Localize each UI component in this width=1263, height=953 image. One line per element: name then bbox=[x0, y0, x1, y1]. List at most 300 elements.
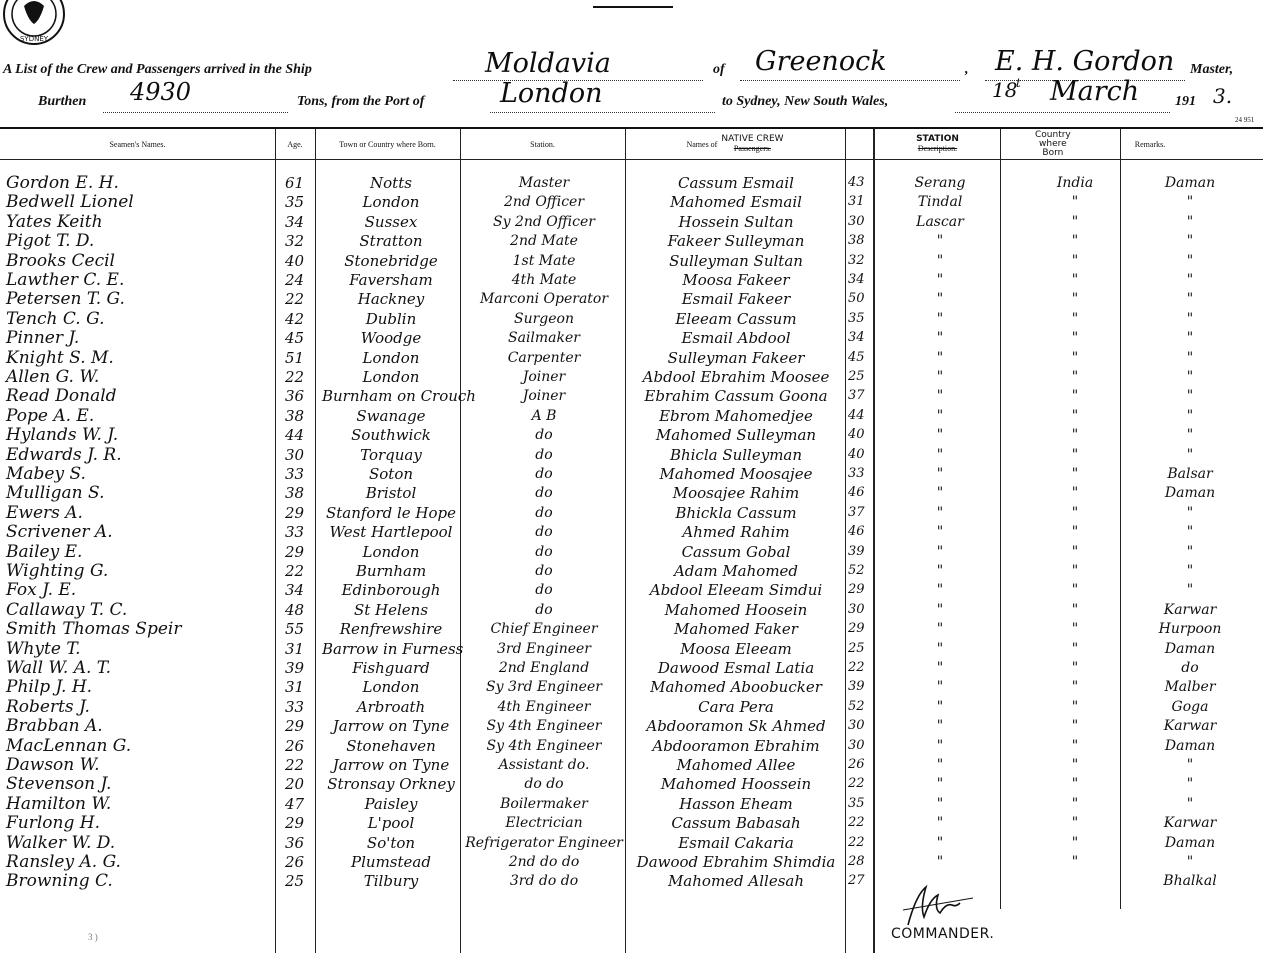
seaman-station: do do bbox=[524, 776, 564, 793]
native-crew-age: 40 bbox=[848, 427, 865, 443]
seaman-name: Edwards J. R. bbox=[6, 444, 122, 465]
country-stack bbox=[1035, 131, 1071, 158]
native-crew-age: 44 bbox=[848, 407, 865, 423]
seaman-station: 2nd Mate bbox=[510, 233, 578, 250]
seaman-age: 34 bbox=[285, 581, 305, 600]
seaman-birthplace: Renfrewshire bbox=[339, 620, 443, 639]
native-crew-name: Mahomed Sulleyman bbox=[655, 426, 817, 445]
native-remarks: Karwar bbox=[1163, 718, 1217, 735]
seaman-birthplace: L'pool bbox=[367, 814, 415, 833]
seaman-age: 31 bbox=[285, 639, 305, 658]
customs-seal bbox=[2, 0, 66, 46]
seaman-name: Callaway T. C. bbox=[6, 599, 128, 620]
seaman-age: 30 bbox=[285, 445, 305, 464]
seaman-birthplace: Southwick bbox=[351, 426, 431, 445]
native-crew-name: Mahomed Aboobucker bbox=[650, 678, 822, 697]
native-station: " bbox=[936, 485, 944, 502]
native-country: " bbox=[1071, 272, 1079, 288]
fill-line-burthen bbox=[103, 112, 288, 113]
native-station: " bbox=[936, 834, 944, 851]
native-country: " bbox=[1071, 291, 1079, 308]
native-country: " bbox=[1071, 601, 1079, 618]
seaman-birthplace: Paisley bbox=[364, 794, 418, 813]
native-crew-name: Mahomed Hoosein bbox=[664, 600, 808, 619]
native-station: " bbox=[936, 679, 944, 696]
comma: , bbox=[965, 62, 969, 77]
seaman-age: 44 bbox=[285, 426, 305, 445]
seaman-name: Philp J. H. bbox=[6, 677, 93, 698]
seaman-station: Electrician bbox=[505, 815, 583, 832]
seaman-age: 51 bbox=[285, 348, 305, 367]
native-country: " bbox=[1071, 407, 1079, 424]
seaman-name: Hylands W. J. bbox=[6, 425, 119, 446]
native-crew-age: 29 bbox=[848, 582, 865, 598]
description-label: Description. bbox=[917, 144, 958, 153]
day-suffix: t bbox=[1016, 76, 1021, 90]
native-crew-age: 39 bbox=[848, 543, 865, 559]
seaman-birthplace: So'ton bbox=[366, 833, 416, 852]
native-remarks: Malber bbox=[1164, 679, 1216, 696]
native-country: India bbox=[1056, 175, 1094, 191]
seaman-station: Sy 4th Engineer bbox=[486, 737, 602, 754]
native-crew-name: Mahomed Esmail bbox=[670, 193, 802, 212]
native-station: " bbox=[936, 310, 944, 327]
native-crew-name: Fakeer Sulleyman bbox=[667, 232, 805, 251]
burthen-label: Burthen bbox=[38, 94, 87, 109]
native-station: " bbox=[936, 407, 944, 424]
native-country: " bbox=[1071, 582, 1079, 599]
seaman-name: Allen G. W. bbox=[6, 367, 100, 387]
seaman-age: 55 bbox=[285, 620, 305, 639]
seaman-age: 45 bbox=[285, 329, 305, 348]
native-crew-name: Dawood Esmal Latia bbox=[657, 659, 815, 677]
native-remarks: Karwar bbox=[1163, 601, 1217, 618]
native-country: " bbox=[1071, 737, 1079, 754]
native-country: " bbox=[1071, 504, 1079, 521]
native-station: " bbox=[936, 582, 944, 599]
native-crew-name: Mahomed Hoossein bbox=[660, 775, 812, 794]
seaman-age: 38 bbox=[285, 406, 305, 425]
native-country: " bbox=[1071, 679, 1079, 696]
seaman-birthplace: West Hartlepool bbox=[329, 523, 453, 542]
native-remarks: " bbox=[1186, 757, 1194, 773]
seaman-station: do bbox=[535, 427, 553, 444]
native-remarks: " bbox=[1186, 524, 1194, 541]
commander-label: COMMANDER. bbox=[891, 926, 995, 942]
col-description bbox=[875, 129, 1000, 159]
seaman-birthplace: Plumstead bbox=[351, 853, 431, 871]
seaman-name: Brabban A. bbox=[6, 716, 103, 737]
native-remarks: " bbox=[1186, 427, 1194, 444]
native-crew-name: Esmail Cakaria bbox=[678, 833, 794, 852]
native-crew-age: 52 bbox=[848, 563, 865, 578]
seaman-birthplace: Jarrow on Tyne bbox=[332, 756, 450, 774]
native-country: " bbox=[1071, 834, 1079, 851]
seaman-birthplace: Hackney bbox=[357, 290, 425, 309]
seaman-name: Wighting G. bbox=[6, 561, 109, 581]
native-crew-age: 37 bbox=[848, 504, 865, 520]
seaman-name: Pope A. E. bbox=[6, 405, 95, 426]
seaman-age: 39 bbox=[285, 659, 305, 677]
native-crew-age: 30 bbox=[848, 737, 865, 753]
native-crew-name: Moosajee Rahim bbox=[672, 484, 800, 503]
of-label: of bbox=[713, 62, 725, 77]
native-station: " bbox=[936, 854, 944, 870]
burthen-value: 4930 bbox=[130, 78, 192, 106]
seaman-name: Lawther C. E. bbox=[6, 270, 125, 290]
native-crew-name: Cara Pera bbox=[698, 697, 774, 716]
native-remarks: Karwar bbox=[1163, 815, 1217, 832]
seaman-birthplace: Faversham bbox=[349, 271, 433, 289]
seaman-name: Knight S. M. bbox=[6, 347, 114, 368]
native-remarks: " bbox=[1186, 582, 1194, 599]
native-crew-age: 31 bbox=[848, 194, 865, 210]
native-crew-name: Cassum Esmail bbox=[678, 174, 794, 192]
seaman-age: 32 bbox=[285, 232, 305, 251]
native-station: " bbox=[936, 272, 944, 288]
seaman-age: 34 bbox=[285, 212, 305, 231]
native-country: " bbox=[1071, 718, 1079, 735]
native-crew-name: Dawood Ebrahim Shimdia bbox=[636, 853, 836, 871]
native-station: " bbox=[936, 601, 944, 618]
native-remarks: " bbox=[1186, 272, 1194, 288]
seaman-birthplace: Arbroath bbox=[356, 697, 426, 716]
native-country: " bbox=[1071, 854, 1079, 870]
seaman-birthplace: Torquay bbox=[360, 445, 422, 464]
seaman-station: Sy 4th Engineer bbox=[486, 718, 602, 735]
seaman-station: Joiner bbox=[522, 388, 566, 405]
native-crew-name: Eleeam Cassum bbox=[675, 309, 797, 328]
native-crew-age: 40 bbox=[848, 446, 865, 462]
seaman-birthplace: London bbox=[362, 542, 420, 561]
native-crew-age: 43 bbox=[848, 175, 865, 190]
seaman-birthplace: Dublin bbox=[365, 309, 417, 328]
native-station: " bbox=[936, 349, 944, 366]
seaman-birthplace: Stanford le Hope bbox=[325, 503, 457, 522]
native-crew-age: 35 bbox=[848, 310, 865, 326]
passengers-label: Passengers. bbox=[733, 144, 771, 153]
header-prefix: A List of the Crew and Passengers arrived in the Ship bbox=[3, 62, 312, 77]
native-country: " bbox=[1071, 485, 1079, 502]
native-station: " bbox=[936, 815, 944, 832]
native-remarks: " bbox=[1186, 563, 1194, 579]
native-remarks: " bbox=[1186, 233, 1194, 250]
native-country: " bbox=[1071, 330, 1079, 347]
seaman-station: do bbox=[535, 543, 553, 560]
seaman-station: 4th Mate bbox=[511, 272, 577, 288]
tons-label: Tons, from the Port of bbox=[297, 94, 425, 109]
native-remarks: Bhalkal bbox=[1163, 873, 1217, 890]
native-crew-age: 30 bbox=[848, 601, 865, 617]
seaman-age: 38 bbox=[285, 484, 305, 503]
seaman-station: do bbox=[535, 582, 553, 599]
native-station: " bbox=[936, 427, 944, 444]
to-label: to Sydney, New South Wales, bbox=[722, 94, 889, 109]
seaman-birthplace: Notts bbox=[370, 174, 412, 192]
seaman-station: do bbox=[535, 504, 553, 521]
native-remarks: " bbox=[1186, 795, 1194, 812]
native-crew-name: Hossein Sultan bbox=[678, 212, 794, 231]
seaman-age: 36 bbox=[285, 833, 305, 852]
year-suffix: 3. bbox=[1213, 84, 1233, 108]
col-remarks: Remarks. bbox=[1134, 139, 1166, 149]
seaman-name: Walker W. D. bbox=[6, 832, 116, 853]
seaman-birthplace: Bristol bbox=[365, 484, 417, 503]
col-town: Town or Country where Born. bbox=[339, 139, 436, 149]
native-station: " bbox=[936, 388, 944, 405]
seaman-age: 22 bbox=[285, 562, 305, 580]
native-remarks: Daman bbox=[1164, 640, 1216, 657]
seaman-station: 3rd do do bbox=[509, 873, 579, 890]
seaman-name: Furlong H. bbox=[6, 813, 101, 834]
native-remarks: " bbox=[1186, 407, 1194, 424]
native-crew-age: 38 bbox=[848, 233, 865, 249]
native-station: " bbox=[936, 524, 944, 541]
native-station: " bbox=[936, 718, 944, 735]
seaman-age: 25 bbox=[285, 872, 305, 891]
native-country: " bbox=[1071, 757, 1079, 773]
seaman-birthplace: Fishguard bbox=[352, 659, 430, 677]
native-country: " bbox=[1071, 795, 1079, 812]
seaman-birthplace: Edinborough bbox=[341, 581, 441, 600]
seaman-name: Hamilton W. bbox=[6, 793, 112, 814]
seaman-age: 36 bbox=[285, 387, 305, 406]
native-station: Tindal bbox=[917, 194, 963, 211]
from-port: London bbox=[500, 78, 603, 109]
native-crew-name: Abdooramon Sk Ahmed bbox=[646, 717, 826, 736]
native-country: " bbox=[1071, 698, 1079, 715]
seaman-birthplace: St Helens bbox=[353, 600, 429, 619]
seaman-birthplace: London bbox=[362, 348, 420, 367]
native-crew-age: 45 bbox=[848, 349, 865, 365]
seaman-station: Sy 3rd Engineer bbox=[486, 679, 602, 696]
native-crew-name: Ebrahim Cassum Goona bbox=[644, 387, 828, 406]
native-crew-name: Moosa Eleeam bbox=[680, 639, 792, 658]
native-country: " bbox=[1071, 233, 1079, 250]
seaman-station: Joiner bbox=[522, 369, 566, 385]
native-remarks: Daman bbox=[1164, 485, 1216, 502]
seaman-station: Carpenter bbox=[507, 349, 581, 366]
native-country: " bbox=[1071, 252, 1079, 269]
native-crew-age: 22 bbox=[848, 815, 865, 831]
seaman-age: 31 bbox=[285, 678, 305, 697]
seaman-station: 2nd Officer bbox=[503, 194, 585, 211]
native-station: " bbox=[936, 543, 944, 560]
native-crew-age: 30 bbox=[848, 718, 865, 734]
native-country: " bbox=[1071, 815, 1079, 832]
margin-note: 3 ) bbox=[88, 932, 98, 942]
master-label: Master, bbox=[1190, 62, 1234, 77]
seaman-age: 29 bbox=[285, 503, 305, 522]
seaman-age: 29 bbox=[285, 717, 305, 736]
seaman-name: Whyte T. bbox=[6, 638, 81, 659]
day: 18 bbox=[992, 78, 1018, 102]
seaman-station: do bbox=[535, 563, 553, 579]
country-hw-3: Born bbox=[1042, 147, 1064, 158]
native-remarks: do bbox=[1181, 660, 1199, 676]
native-country: " bbox=[1071, 427, 1079, 444]
seaman-name: Petersen T. G. bbox=[6, 289, 125, 310]
seaman-station: do bbox=[535, 466, 553, 482]
seaman-station: Boilermaker bbox=[500, 795, 588, 812]
column-headers bbox=[0, 129, 1263, 160]
native-crew-age: 26 bbox=[848, 757, 865, 772]
seaman-birthplace: Barrow in Furness bbox=[322, 639, 464, 658]
native-crew-age: 32 bbox=[848, 252, 865, 268]
seaman-birthplace: Stronsay Orkney bbox=[327, 775, 455, 794]
native-country: " bbox=[1071, 660, 1079, 676]
native-remarks: Daman bbox=[1164, 737, 1216, 754]
seaman-birthplace: Swanage bbox=[356, 406, 426, 425]
seaman-birthplace: Woodge bbox=[360, 329, 422, 348]
fill-line-port bbox=[740, 80, 960, 81]
native-station: " bbox=[936, 504, 944, 521]
seaman-station: Chief Engineer bbox=[490, 621, 598, 638]
seaman-station: 4th Engineer bbox=[497, 698, 591, 715]
native-crew-name: Abdool Ebrahim Moosee bbox=[642, 368, 830, 386]
seaman-age: 22 bbox=[285, 756, 305, 774]
native-remarks: " bbox=[1186, 854, 1194, 870]
year-prefix: 191 bbox=[1175, 94, 1196, 109]
native-station: " bbox=[936, 757, 944, 773]
seaman-name: MacLennan G. bbox=[6, 735, 132, 756]
native-station: " bbox=[936, 795, 944, 812]
native-crew-name: Bhicla Sulleyman bbox=[669, 445, 803, 464]
native-station: Serang bbox=[914, 175, 966, 191]
seaman-age: 22 bbox=[285, 368, 305, 386]
seaman-age: 47 bbox=[285, 794, 305, 813]
seaman-birthplace: Stonehaven bbox=[346, 736, 436, 755]
seaman-station: 2nd England bbox=[498, 660, 590, 676]
seaman-age: 24 bbox=[285, 271, 305, 289]
seaman-name: Smith Thomas Speir bbox=[6, 619, 182, 640]
native-station: " bbox=[936, 369, 944, 385]
native-crew-label: NATIVE CREW bbox=[721, 134, 784, 144]
native-remarks: " bbox=[1186, 194, 1194, 211]
native-remarks: " bbox=[1186, 504, 1194, 521]
seaman-age: 40 bbox=[285, 251, 305, 270]
seaman-name: Roberts J. bbox=[6, 696, 90, 717]
native-remarks: " bbox=[1186, 291, 1194, 308]
seaman-age: 48 bbox=[285, 600, 305, 619]
native-crew-name: Mahomed Faker bbox=[674, 620, 798, 639]
seaman-station: 1st Mate bbox=[512, 252, 576, 269]
native-crew-age: 29 bbox=[848, 621, 865, 637]
native-crew-age: 50 bbox=[848, 291, 865, 307]
seaman-birthplace: Stonebridge bbox=[344, 251, 438, 270]
native-country: " bbox=[1071, 369, 1079, 385]
native-crew-name: Esmail Fakeer bbox=[681, 290, 791, 309]
seaman-age: 61 bbox=[285, 174, 305, 192]
col-station: Station. bbox=[530, 139, 555, 149]
seaman-age: 20 bbox=[285, 775, 305, 794]
seaman-name: Pigot T. D. bbox=[6, 231, 95, 252]
seaman-station: Marconi Operator bbox=[479, 291, 609, 308]
seaman-name: Scrivener A. bbox=[6, 522, 113, 543]
header-line-2 bbox=[0, 76, 1263, 118]
fill-line-date bbox=[955, 112, 1170, 113]
seaman-name: Wall W. A. T. bbox=[6, 658, 112, 678]
seaman-name: Bailey E. bbox=[6, 541, 83, 562]
col-names-of bbox=[625, 129, 845, 159]
seaman-station: Master bbox=[518, 175, 570, 191]
native-crew-name: Adam Mahomed bbox=[673, 562, 799, 580]
seaman-station: A B bbox=[531, 407, 557, 424]
month: March bbox=[1050, 76, 1140, 107]
native-remarks: " bbox=[1186, 310, 1194, 327]
country-hw-1: Country bbox=[1035, 129, 1071, 140]
native-crew-name: Sulleyman Sultan bbox=[669, 251, 803, 270]
native-crew-age: 46 bbox=[848, 524, 865, 540]
seaman-age: 22 bbox=[285, 290, 305, 309]
port-of-registry: Greenock bbox=[755, 46, 887, 77]
native-crew-name: Sulleyman Fakeer bbox=[667, 348, 805, 367]
native-remarks: Hurpoon bbox=[1158, 621, 1222, 638]
form-number: 24 951 bbox=[1235, 116, 1255, 124]
native-station: " bbox=[936, 446, 944, 463]
seaman-name: Fox J. E. bbox=[6, 580, 77, 601]
seaman-age: 29 bbox=[285, 542, 305, 561]
native-crew-name: Cassum Babasah bbox=[671, 814, 801, 833]
native-crew-age: 39 bbox=[848, 679, 865, 695]
native-crew-name: Mahomed Allee bbox=[676, 756, 796, 774]
native-crew-name: Cassum Gobal bbox=[681, 542, 791, 561]
native-station: " bbox=[936, 776, 944, 793]
seaman-name: Gordon E. H. bbox=[6, 173, 119, 193]
native-crew-age: 46 bbox=[848, 485, 865, 501]
seaman-age: 29 bbox=[285, 814, 305, 833]
native-remarks: Daman bbox=[1164, 175, 1216, 191]
seaman-birthplace: Tilbury bbox=[363, 872, 419, 891]
seaman-station: 2nd do do bbox=[508, 854, 580, 870]
native-crew-name: Bhickla Cassum bbox=[675, 503, 797, 522]
seaman-name: Yates Keith bbox=[6, 211, 103, 232]
country-hw-2: where bbox=[1039, 138, 1067, 149]
seaman-age: 33 bbox=[285, 465, 305, 483]
native-country: " bbox=[1071, 213, 1079, 230]
seaman-age: 42 bbox=[285, 309, 305, 328]
native-station: " bbox=[936, 252, 944, 269]
seaman-age: 33 bbox=[285, 523, 305, 542]
col-age: Age. bbox=[287, 139, 303, 149]
seaman-name: Brooks Cecil bbox=[6, 250, 115, 271]
native-crew-name: Abdool Eleeam Simdui bbox=[649, 581, 823, 600]
native-crew-age: 22 bbox=[848, 660, 865, 675]
native-station: " bbox=[936, 330, 944, 347]
seaman-station: Sailmaker bbox=[508, 330, 580, 347]
seaman-age: 26 bbox=[285, 853, 305, 871]
seaman-station: Surgeon bbox=[514, 310, 574, 327]
native-station: " bbox=[936, 660, 944, 676]
native-crew-age: 34 bbox=[848, 272, 865, 287]
native-crew-age: 22 bbox=[848, 776, 865, 792]
seaman-station: Refrigerator Engineer bbox=[465, 834, 623, 851]
seaman-name: Pinner J. bbox=[6, 328, 80, 349]
native-country: " bbox=[1071, 640, 1079, 657]
seaman-birthplace: London bbox=[362, 193, 420, 212]
native-crew-name: Hasson Eheam bbox=[679, 794, 793, 813]
native-crew-age: 35 bbox=[848, 795, 865, 811]
native-station: " bbox=[936, 291, 944, 308]
seaman-birthplace: Soton bbox=[368, 465, 414, 483]
native-crew-age: 34 bbox=[848, 330, 865, 346]
seaman-age: 33 bbox=[285, 697, 305, 716]
seaman-birthplace: Sussex bbox=[364, 212, 418, 231]
seaman-station: 3rd Engineer bbox=[497, 640, 591, 657]
seaman-name: Bedwell Lionel bbox=[6, 192, 134, 213]
seaman-name: Read Donald bbox=[6, 386, 117, 407]
native-station: Lascar bbox=[916, 213, 964, 230]
